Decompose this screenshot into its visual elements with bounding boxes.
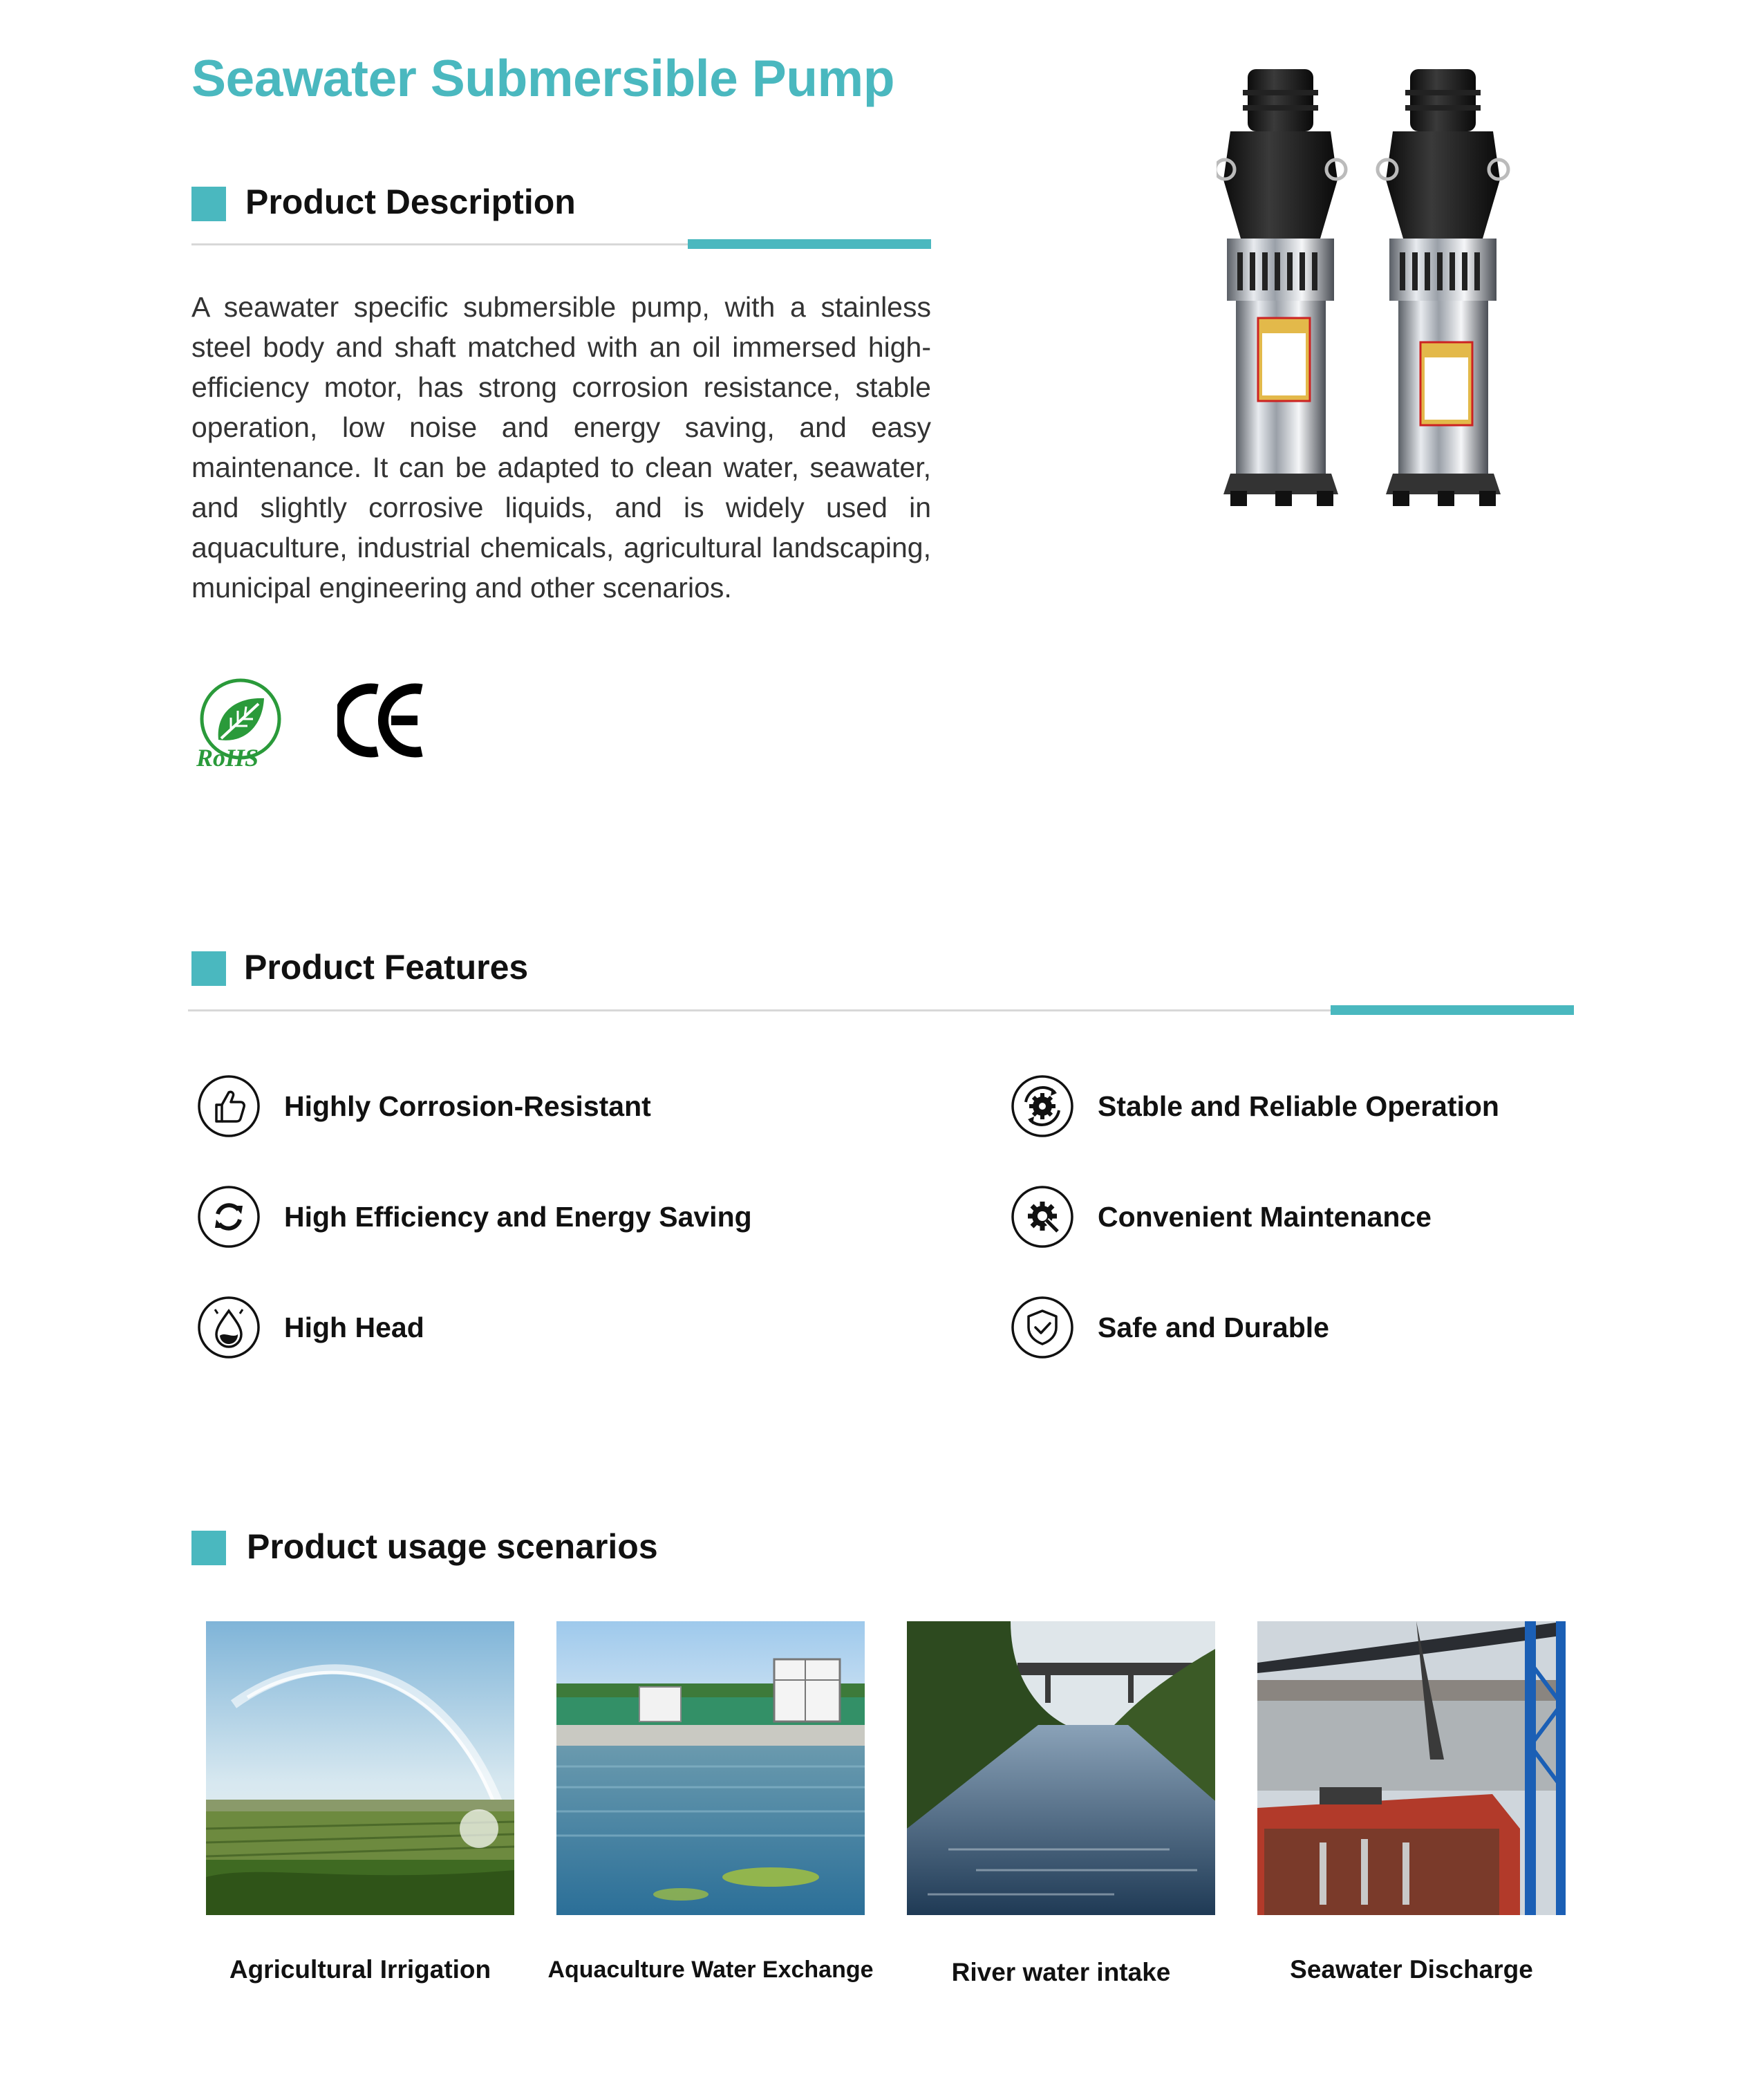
scenario-caption: Seawater Discharge (1290, 1955, 1533, 1984)
scenario-photo-seawater (1257, 1621, 1566, 1915)
divider-accent (688, 239, 931, 249)
description-text: A seawater specific submersible pump, with a stainless steel body and shaft matched with an oil immersed high-efficiency motor, has strong corrosion resistance, stable operation, low noise and energy saving, and easy maintenance. It can be adapted to clean water, seawater, and slightly corrosive liquids, and is widely used in aquaculture, industrial chemicals, agricultural landscaping, municipal engineering and other scenarios. (191, 291, 931, 604)
page-title: Seawater Submersible Pump (191, 49, 895, 107)
feature-item (197, 1185, 752, 1249)
feature-label: Stable and Reliable Operation (1098, 1090, 1499, 1122)
scenario-photo-aquaculture (556, 1621, 865, 1915)
scenario-caption: Aquaculture Water Exchange (547, 1957, 874, 1983)
feature-label: Convenient Maintenance (1098, 1200, 1432, 1233)
section-marker (191, 187, 226, 221)
feature-label: Safe and Durable (1098, 1311, 1329, 1343)
section-marker (191, 951, 226, 986)
description-heading: Product Description (245, 183, 576, 221)
divider-accent (1331, 1005, 1574, 1015)
shield-check-icon (1011, 1296, 1074, 1359)
thumbs-up-icon (197, 1074, 261, 1138)
wrench-gear-icon (1011, 1185, 1074, 1249)
scenario-caption: River water intake (951, 1958, 1171, 1986)
feature-label: Highly Corrosion-Resistant (284, 1090, 651, 1122)
water-drop-icon (197, 1296, 261, 1359)
scenario-photo-river (907, 1621, 1215, 1915)
scenario-caption: Agricultural Irrigation (229, 1955, 491, 1984)
scenarios-heading: Product usage scenarios (247, 1527, 658, 1566)
feature-item (1011, 1185, 1432, 1249)
ce-mark-icon (337, 681, 427, 761)
refresh-icon (197, 1185, 261, 1249)
gear-cycle-icon (1011, 1074, 1074, 1138)
pump-product-image (1217, 62, 1528, 512)
ce-mark (337, 681, 427, 761)
feature-item (197, 1296, 424, 1359)
rohs-logo (195, 678, 288, 771)
feature-label: High Head (284, 1311, 424, 1343)
feature-label: High Efficiency and Energy Saving (284, 1200, 752, 1233)
feature-item (197, 1074, 651, 1138)
features-heading: Product Features (244, 948, 529, 987)
feature-item (1011, 1074, 1499, 1138)
section-marker (191, 1531, 226, 1565)
scenario-photo-irrigation (206, 1621, 514, 1915)
rohs-label: RoHS (196, 744, 259, 772)
feature-item (1011, 1296, 1329, 1359)
